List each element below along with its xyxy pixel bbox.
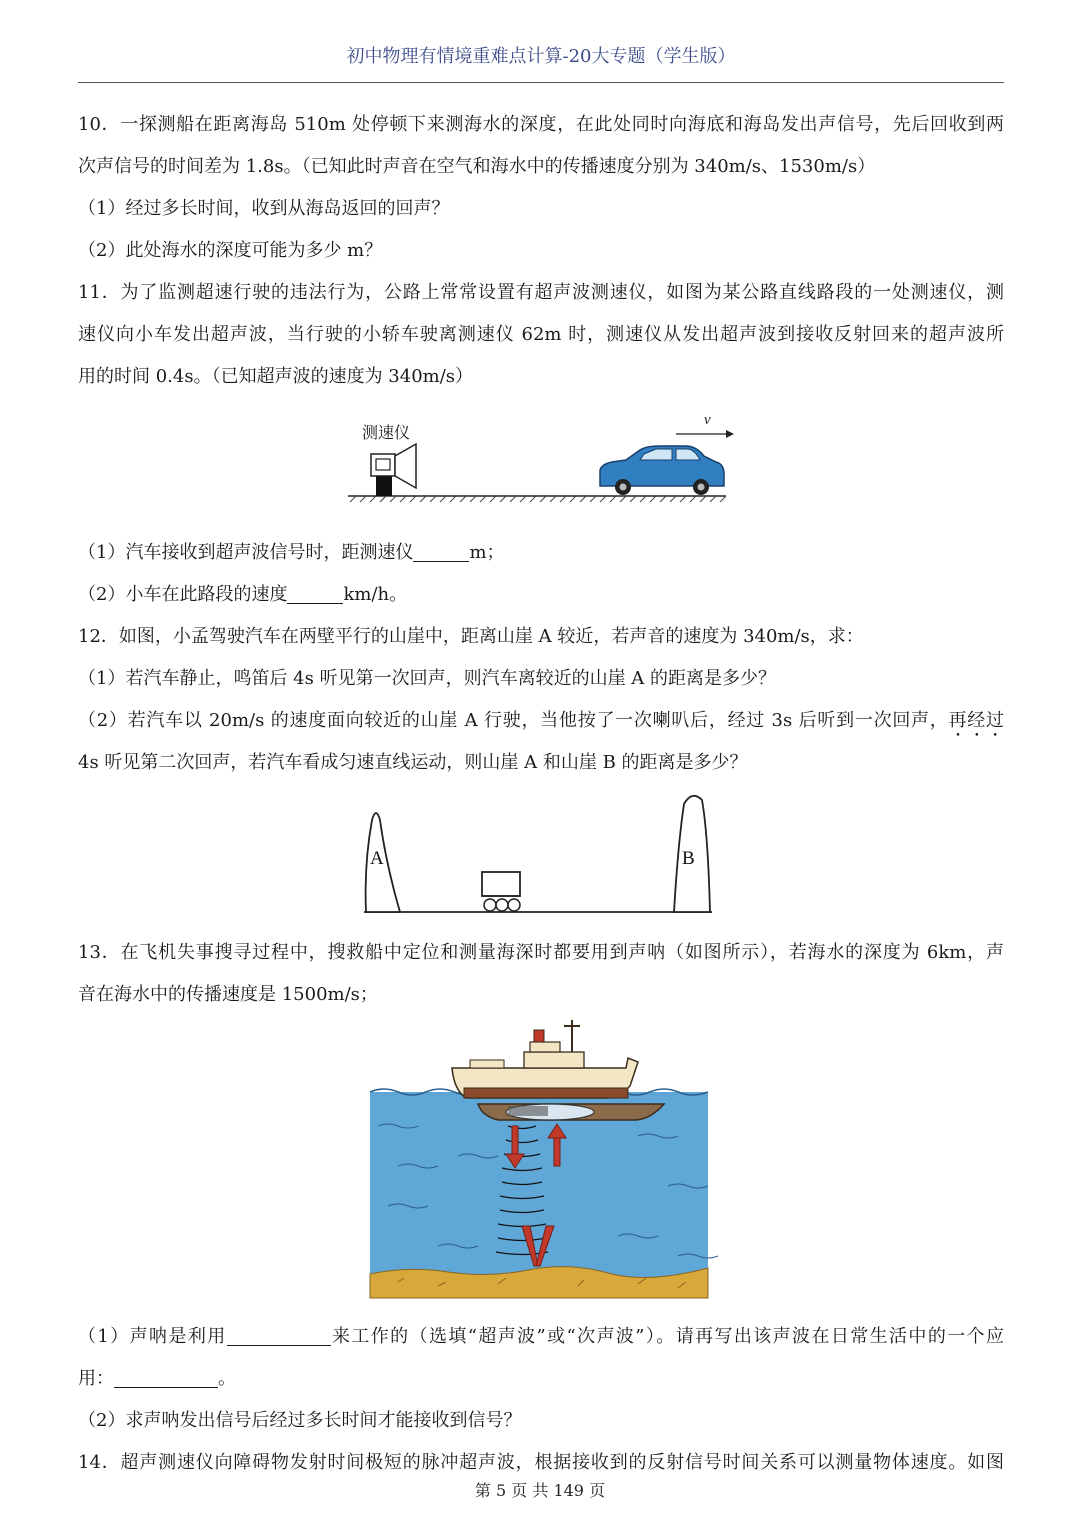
speed-meter-figure [78, 398, 1004, 532]
q13-sub-1-text-3: 用： [78, 1368, 114, 1389]
answer-blank[interactable] [114, 1367, 218, 1388]
q14-line-1: 14．超声测速仪向障碍物发射时间极短的脉冲超声波，根据接收到的反射信号时间关系可以测量物体速度。如图 [78, 1452, 1004, 1473]
q11-sub-2-unit: km/h。 [343, 584, 408, 605]
cliff-b-label: B [682, 848, 695, 869]
question-12 [78, 616, 1004, 932]
car-icon [600, 446, 724, 495]
q13-sub-1-line-1 [78, 1316, 1004, 1358]
cart-icon [482, 872, 520, 911]
q13-line-2: 音在海水中的传播速度是 1500m/s； [78, 984, 378, 1005]
answer-blank[interactable] [287, 583, 343, 604]
cliff-figure [78, 784, 1004, 932]
velocity-label: v [704, 412, 711, 428]
q11-sub-2-text: （2）小车在此路段的速度 [78, 584, 288, 605]
answer-blank[interactable] [227, 1325, 331, 1346]
q12-sub-2-line-2: 4s 听见第二次回声，若汽车看成匀速直线运动，则山崖 A 和山崖 B 的距离是多少？ [78, 752, 748, 773]
q12-sub-2-line-1 [78, 700, 1004, 742]
q10-sub-1: （1）经过多长时间，收到从海岛返回的回声？ [78, 198, 450, 219]
q11-sub-1 [78, 532, 1004, 574]
q10-line-1: 10．一探测船在距离海岛 510m 处停顿下来测海水的深度，在此处同时向海底和海岛发出声信号，先后回收到两 [78, 114, 1004, 135]
cliff-a-label: A [370, 848, 384, 869]
page-content [78, 104, 1004, 1484]
q12-sub-1: （1）若汽车静止，鸣笛后 4s 听见第一次回声，则汽车离较近的山崖 A 的距离是多少？ [78, 668, 777, 689]
q11-line-1: 11．为了监测超速行驶的违法行为，公路上常常设置有超声波测速仪，如图为某公路直线路段的一处测速仪，测 [78, 282, 1004, 303]
q13-line-1: 13．在飞机失事搜寻过程中，搜救船中定位和测量海深时都要用到声呐（如图所示），若海水的深度为 6km，声 [78, 942, 1004, 963]
header-title: 初中物理有情境重难点计算-20大专题（学生版） [346, 46, 736, 67]
q12-sub-2-emphasis: 再经过 [948, 710, 1004, 731]
q13-sub-1-text: （1）声呐是利用 [78, 1326, 227, 1347]
cliff-diagram [78, 784, 1004, 932]
q12-sub-2-text: （2）若汽车以 20m/s 的速度面向较近的山崖 A 行驶，当他按了一次喇叭后，经过 3s 后听到一次回声， [78, 710, 949, 731]
q13-sub-2: （2）求声呐发出信号后经过多长时间才能接收到信号？ [78, 1410, 522, 1431]
question-10 [78, 104, 1004, 272]
q11-line-3: 用的时间 0.4s。（已知超声波的速度为 340m/s） [78, 366, 474, 387]
sonar-figure [78, 1016, 1004, 1316]
speed-meter-diagram [78, 398, 1004, 532]
answer-blank[interactable] [413, 541, 469, 562]
question-13 [78, 932, 1004, 1442]
question-11 [78, 272, 1004, 616]
q11-line-2: 速仪向小车发出超声波，当行驶的小轿车驶离测速仪 62m 时，测速仪从发出超声波到接收反射回来的超声波所 [78, 324, 1004, 345]
q13-sub-1-line-2 [78, 1358, 1004, 1400]
q11-sub-1-unit: m； [469, 542, 505, 563]
q11-sub-2 [78, 574, 1004, 616]
q13-sub-1-text-4: 。 [218, 1368, 236, 1389]
page-footer: 第 5 页 共 149 页 [474, 1481, 606, 1500]
q13-sub-1-text-2: 来工作的（选填“超声波”或“次声波”）。请再写出该声波在日常生活中的一个应 [330, 1326, 1004, 1347]
q11-sub-1-text: （1）汽车接收到超声波信号时，距测速仪 [78, 542, 414, 563]
q12-line-1: 12．如图，小孟驾驶汽车在两壁平行的山崖中，距离山崖 A 较近，若声音的速度为 340m/s，求： [78, 626, 864, 647]
sonar-diagram [78, 1016, 1004, 1316]
q10-line-2: 次声信号的时间差为 1.8s。（已知此时声音在空气和海水中的传播速度分别为 340m/s、1530m/s） [78, 156, 876, 177]
page-header [78, 40, 1004, 83]
q10-sub-2: （2）此处海水的深度可能为多少 m？ [78, 240, 383, 261]
speed-meter-label: 测速仪 [362, 425, 411, 442]
